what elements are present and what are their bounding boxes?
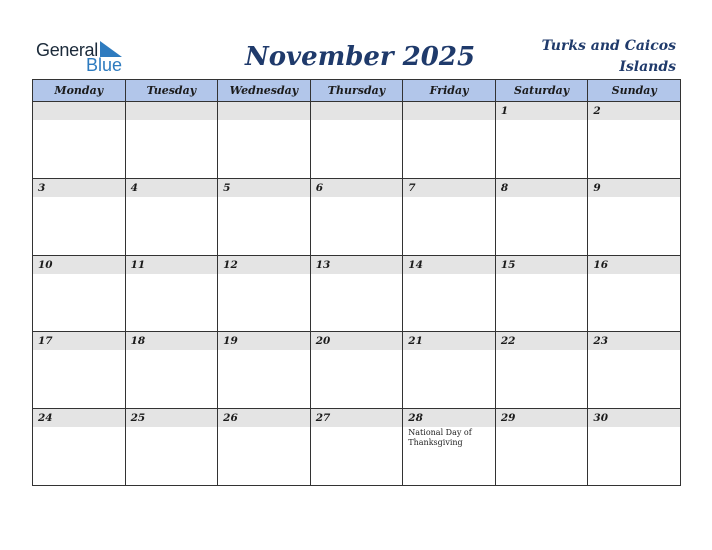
day-number: 17 [33,332,125,350]
day-cell [126,332,219,409]
day-number [311,102,403,120]
day-cell [33,256,126,333]
day-number: 18 [126,332,218,350]
day-cell [218,409,311,486]
day-number: 5 [218,179,310,197]
day-number: 7 [403,179,495,197]
day-number: 3 [33,179,125,197]
weekday-header: Thursday [311,80,404,102]
weekday-header: Saturday [496,80,589,102]
day-number [218,102,310,120]
day-number: 16 [588,256,680,274]
day-number [33,102,125,120]
day-cell [126,409,219,486]
day-cell [126,256,219,333]
day-number: 23 [588,332,680,350]
day-cell [496,179,589,256]
day-cell [33,409,126,486]
day-number: 8 [496,179,588,197]
weekday-header: Sunday [588,80,681,102]
day-number: 26 [218,409,310,427]
day-cell [403,256,496,333]
day-cell [588,102,681,179]
day-number: 20 [311,332,403,350]
day-number: 15 [496,256,588,274]
day-cell [218,102,311,179]
day-number: 2 [588,102,680,120]
day-cell [496,256,589,333]
day-cell [403,409,496,486]
day-number: 1 [496,102,588,120]
generalblue-logo [36,40,136,74]
day-cell [311,332,404,409]
day-cell [496,332,589,409]
day-cell [33,332,126,409]
day-number: 21 [403,332,495,350]
day-number: 4 [126,179,218,197]
day-cell [33,102,126,179]
day-number: 12 [218,256,310,274]
day-cell [311,409,404,486]
day-number: 25 [126,409,218,427]
day-number [403,102,495,120]
day-number: 14 [403,256,495,274]
day-cell [588,409,681,486]
logo-text-general: General [36,40,98,60]
day-cell [311,256,404,333]
day-cell [403,332,496,409]
day-number: 11 [126,256,218,274]
weekday-header: Tuesday [126,80,219,102]
weekday-header: Monday [33,80,126,102]
calendar-title: November 2025 [244,42,476,72]
day-cell [126,179,219,256]
day-cell [311,179,404,256]
day-number: 9 [588,179,680,197]
day-cell [218,256,311,333]
day-cell [126,102,219,179]
day-cell [496,102,589,179]
day-number: 6 [311,179,403,197]
day-number: 27 [311,409,403,427]
calendar-grid [32,79,681,486]
day-number: 13 [311,256,403,274]
day-cell [218,332,311,409]
day-cell [311,102,404,179]
day-cell [588,179,681,256]
day-cell [588,332,681,409]
day-cell [403,179,496,256]
day-number: 30 [588,409,680,427]
logo-text-blue: Blue [86,55,123,75]
day-number: 10 [33,256,125,274]
day-number: 19 [218,332,310,350]
holiday-note: National Day of Thanksgiving [408,428,472,448]
weekday-header: Wednesday [218,80,311,102]
weekday-header: Friday [403,80,496,102]
day-cell [33,179,126,256]
day-number: 28 [403,409,495,427]
day-cell [496,409,589,486]
day-number: 22 [496,332,588,350]
day-number [126,102,218,120]
day-cell [588,256,681,333]
day-number: 24 [33,409,125,427]
day-cell [218,179,311,256]
region-label: Turks and Caicos Islands [541,38,676,75]
day-number: 29 [496,409,588,427]
day-cell [403,102,496,179]
